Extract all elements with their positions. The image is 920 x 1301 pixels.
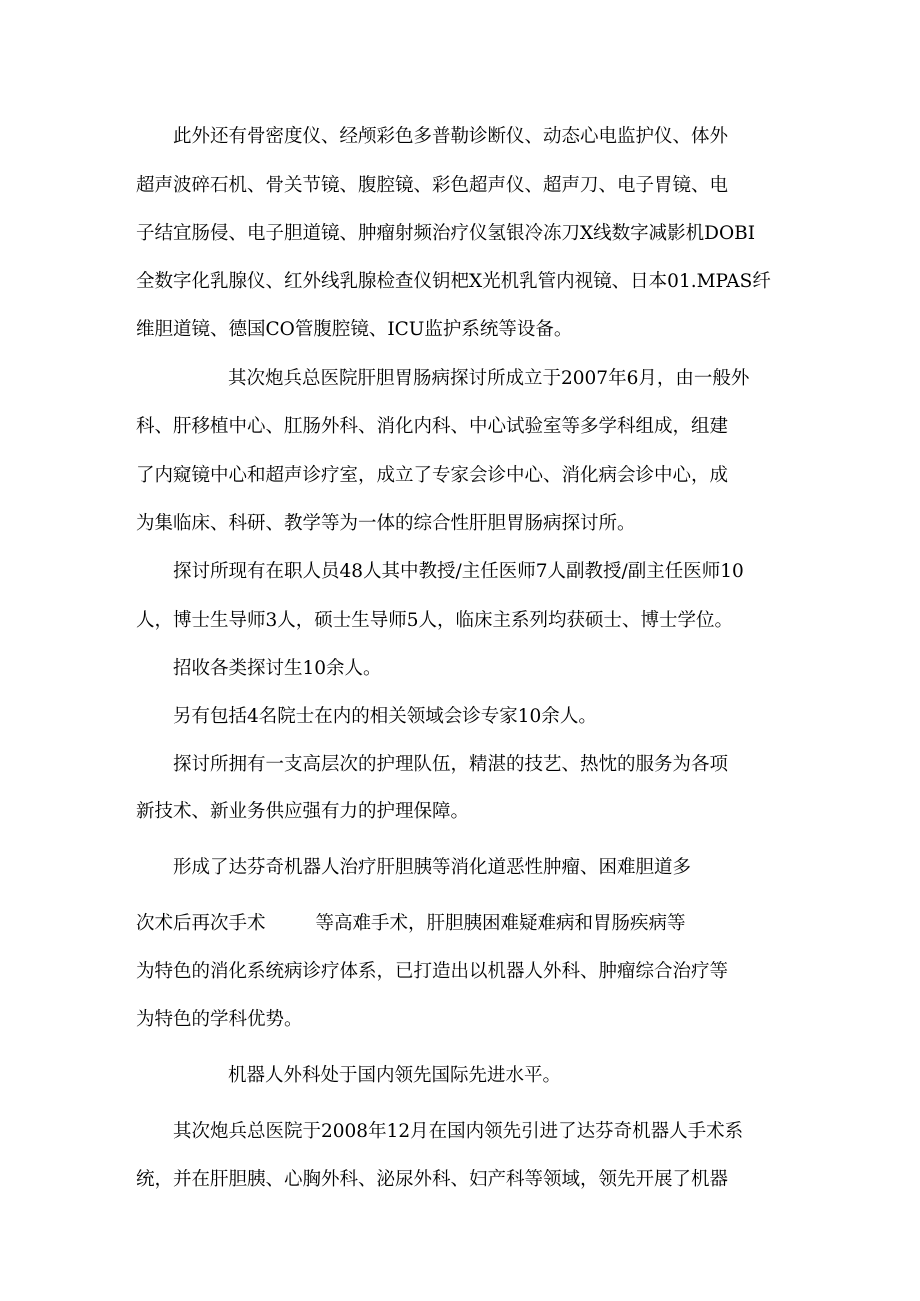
text-line: 了内窥镜中心和超声诊疗室，成立了专家会诊中心、消化病会诊中心，成 — [136, 465, 729, 486]
text-fragment: 等高难手术，肝胆胰困难疑难病和胃肠疾病等 — [315, 913, 686, 934]
text-line: 全数字化乳腺仪、红外线乳腺检查仪钥杷X光机乳管内视镜、日本01.MPAS纤 — [136, 271, 771, 292]
text-line: 形成了达芬奇机器人治疗肝胆胰等消化道恶性肿瘤、困难胆道多 — [173, 857, 692, 878]
text-line: 此外还有骨密度仪、经颅彩色多普勒诊断仪、动态心电监护仪、体外 — [173, 126, 729, 147]
text-line: 为特色的学科优势。 — [136, 1009, 303, 1030]
text-line: 子结宜肠侵、电子胆道镜、肿瘤射频治疗仪氢银冷冻刀X线数字减影机DOBI — [136, 223, 756, 244]
text-line: 另有包括4名院士在内的相关领域会诊专家10余人。 — [173, 706, 597, 727]
text-line: 为特色的消化系统病诊疗体系，已打造出以机器人外科、肿瘤综合治疗等 — [136, 961, 729, 982]
text-line: 人，博士生导师3人，硕士生导师5人，临床主系列均获硕士、博士学位。 — [136, 610, 734, 631]
text-line: 其次炮兵总医院于2008年12月在国内领先引进了达芬奇机器人手术系 — [173, 1121, 744, 1142]
text-line: 新技术、新业务供应强有力的护理保障。 — [136, 801, 470, 822]
text-fragment: 次术后再次手术 — [136, 913, 266, 934]
text-line: 维胆道镜、德国CO管腹腔镜、ICU监护系统等设备。 — [136, 319, 573, 340]
text-line: 为集临床、科研、教学等为一体的综合性肝胆胃肠病探讨所。 — [136, 513, 636, 534]
text-line: 探讨所现有在职人员48人其中教授/主任医师7人副教授/副主任医师10 — [173, 561, 744, 582]
text-line: 招收各类探讨生10余人。 — [173, 658, 382, 679]
text-line: 机器人外科处于国内领先国际先进水平。 — [228, 1065, 562, 1086]
text-line: 超声波碎石机、骨关节镜、腹腔镜、彩色超声仪、超声刀、电子胃镜、电 — [136, 175, 729, 196]
text-line: 科、肝移植中心、肛肠外科、消化内科、中心试验室等多学科组成，组建 — [136, 416, 729, 437]
text-line: 探讨所拥有一支高层次的护理队伍，精湛的技艺、热忱的服务为各项 — [173, 754, 729, 775]
text-line: 其次炮兵总医院肝胆胃肠病探讨所成立于2007年6月，由一般外 — [228, 368, 750, 389]
text-line: 统，并在肝胆胰、心胸外科、泌尿外科、妇产科等领域，领先开展了机器 — [136, 1169, 729, 1190]
text-line-split — [136, 912, 686, 936]
